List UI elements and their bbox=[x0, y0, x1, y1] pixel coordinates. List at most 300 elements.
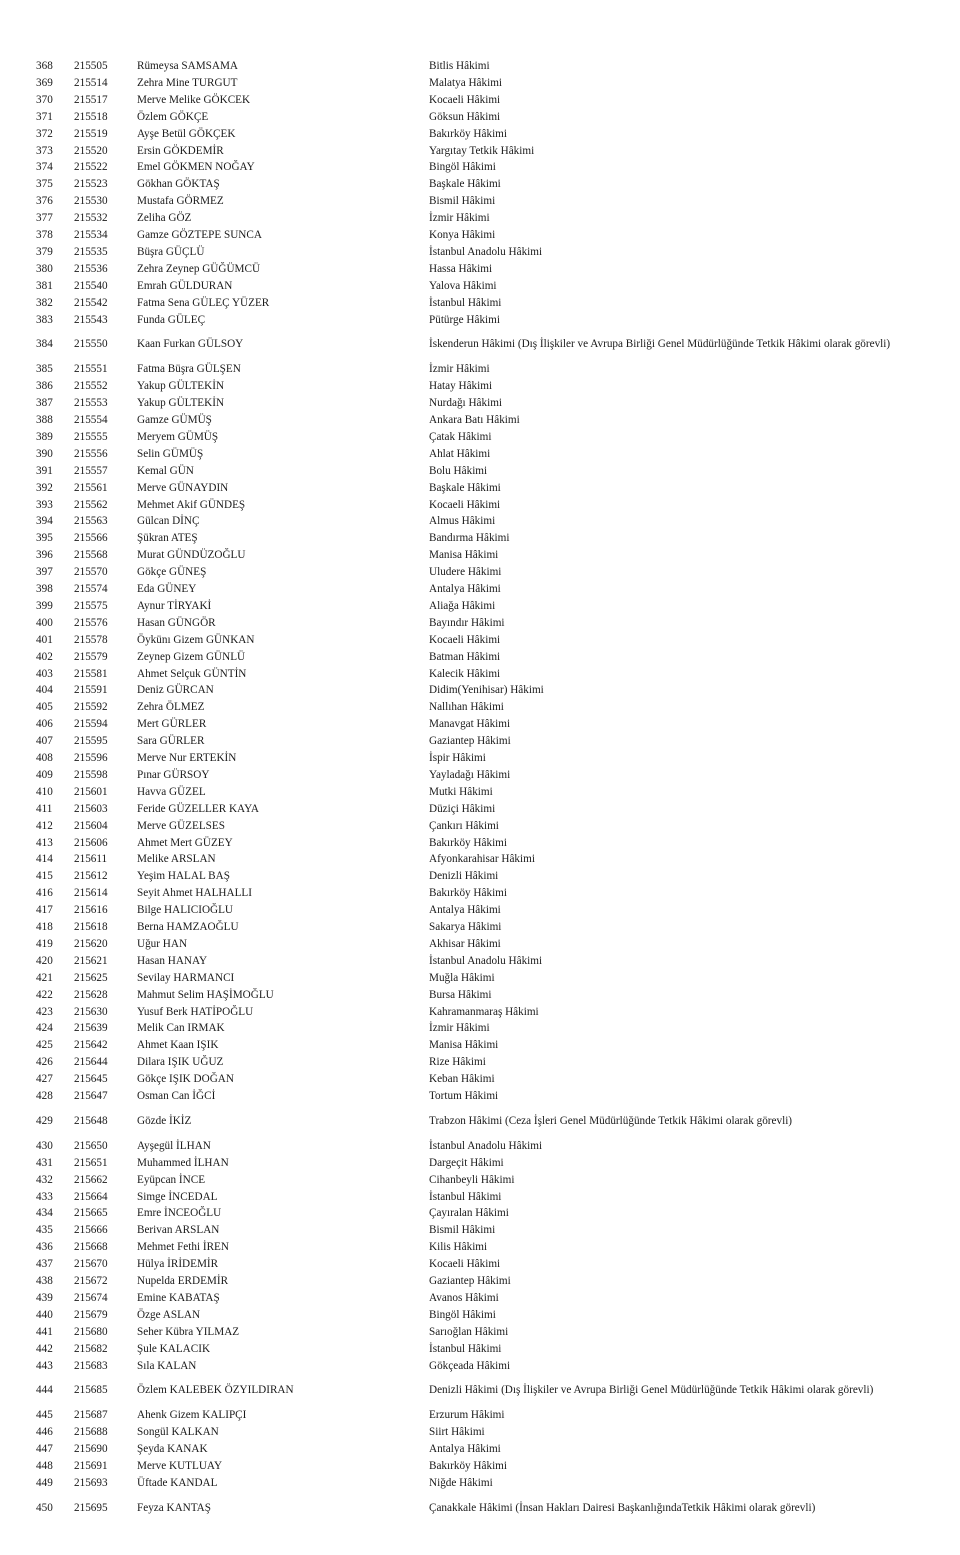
row-number: 390 bbox=[36, 447, 53, 460]
appointment-location: Ankara Batı Hâkimi bbox=[429, 414, 520, 426]
judge-name: Dilara IŞIK UĞUZ bbox=[137, 1056, 224, 1069]
registry-number: 215668 bbox=[74, 1241, 108, 1254]
registry-number: 215505 bbox=[74, 60, 108, 72]
list-item bbox=[0, 1290, 960, 1307]
registry-number: 215553 bbox=[74, 397, 108, 410]
appointment-location: Manisa Hâkimi bbox=[429, 1039, 499, 1052]
registry-number: 215563 bbox=[74, 515, 108, 528]
appointment-location: Batman Hâkimi bbox=[429, 650, 501, 663]
judge-name: Kemal GÜN bbox=[137, 464, 194, 477]
registry-number: 215592 bbox=[74, 701, 108, 714]
row-number: 396 bbox=[36, 549, 53, 562]
appointment-location: Nallıhan Hâkimi bbox=[429, 701, 504, 714]
list-item bbox=[0, 378, 960, 395]
appointment-location: Ahlat Hâkimi bbox=[429, 447, 491, 460]
appointment-location: Konya Hâkimi bbox=[429, 229, 496, 241]
list-item bbox=[0, 716, 960, 733]
list-item bbox=[0, 1458, 960, 1475]
registry-number: 215581 bbox=[74, 667, 108, 680]
list-item bbox=[0, 261, 960, 278]
row-number: 406 bbox=[36, 718, 53, 731]
row-number: 442 bbox=[36, 1342, 53, 1355]
appointment-location: Antalya Hâkimi bbox=[429, 1443, 501, 1456]
judge-name: Feride GÜZELLER KAYA bbox=[137, 802, 260, 815]
appointment-location: Kalecik Hâkimi bbox=[429, 667, 501, 680]
row-number: 408 bbox=[36, 752, 53, 764]
judge-name: Uğur HAN bbox=[137, 937, 188, 950]
list-item bbox=[0, 278, 960, 295]
list-item bbox=[0, 1382, 960, 1399]
row-number: 378 bbox=[36, 229, 53, 241]
registry-number: 215596 bbox=[74, 752, 108, 764]
row-number: 402 bbox=[36, 650, 53, 663]
judge-name: Ahenk Gizem KALIPÇI bbox=[137, 1409, 247, 1422]
judge-name: Gamze GÖZTEPE SUNCA bbox=[137, 229, 262, 241]
list-item bbox=[0, 750, 960, 767]
registry-number: 215682 bbox=[74, 1342, 108, 1355]
row-number: 416 bbox=[36, 887, 53, 900]
judge-name: Mahmut Selim HAŞİMOĞLU bbox=[137, 988, 274, 1001]
row-number: 427 bbox=[36, 1073, 53, 1086]
registry-number: 215578 bbox=[74, 633, 108, 646]
list-item bbox=[0, 1341, 960, 1358]
judge-name: Gülcan DİNÇ bbox=[137, 515, 200, 528]
registry-number: 215534 bbox=[74, 229, 108, 241]
judge-name: Öykünı Gizem GÜNKAN bbox=[137, 633, 255, 646]
registry-number: 215618 bbox=[74, 921, 108, 933]
row-number: 446 bbox=[36, 1426, 53, 1439]
row-number: 399 bbox=[36, 599, 53, 612]
judge-name: Rümeysa SAMSAMA bbox=[137, 60, 239, 72]
judge-name: Şule KALACIK bbox=[137, 1342, 211, 1355]
judge-name: Hasan HANAY bbox=[137, 954, 208, 967]
judge-name: Zeliha GÖZ bbox=[137, 212, 192, 225]
appointment-location: İstanbul Anadolu Hâkimi bbox=[429, 1139, 543, 1152]
registry-number: 215625 bbox=[74, 971, 108, 984]
appointment-location: Bitlis Hâkimi bbox=[429, 60, 490, 72]
judge-name: Seyit Ahmet HALHALLI bbox=[137, 887, 252, 900]
judge-name: Eda GÜNEY bbox=[137, 583, 197, 595]
appointment-location: Kahramanmaraş Hâkimi bbox=[429, 1005, 539, 1018]
judge-name: Şeyda KANAK bbox=[137, 1443, 208, 1456]
row-number: 415 bbox=[36, 870, 53, 883]
row-number: 401 bbox=[36, 633, 53, 646]
registry-number: 215535 bbox=[74, 245, 108, 258]
registry-number: 215612 bbox=[74, 870, 108, 883]
registry-number: 215523 bbox=[74, 178, 108, 191]
judge-name: Merve GÜZELSES bbox=[137, 819, 225, 832]
registry-number: 215621 bbox=[74, 954, 108, 967]
row-number: 386 bbox=[36, 380, 53, 393]
registry-number: 215556 bbox=[74, 447, 108, 460]
appointment-location: Yayladağı Hâkimi bbox=[429, 768, 511, 781]
registry-number: 215595 bbox=[74, 735, 108, 748]
appointment-location: Bakırköy Hâkimi bbox=[429, 1460, 507, 1472]
judge-name: Ahmet Mert GÜZEY bbox=[137, 836, 233, 849]
row-number: 420 bbox=[36, 954, 53, 967]
registry-number: 215616 bbox=[74, 904, 108, 917]
list-item bbox=[0, 1004, 960, 1021]
judge-name: Kaan Furkan GÜLSOY bbox=[137, 338, 244, 351]
list-item bbox=[0, 598, 960, 615]
list-item bbox=[0, 885, 960, 902]
registry-number: 215552 bbox=[74, 380, 108, 393]
judge-name: Emrah GÜLDURAN bbox=[137, 279, 233, 292]
judge-name: Berna HAMZAOĞLU bbox=[137, 921, 239, 933]
registry-number: 215566 bbox=[74, 532, 108, 545]
registry-number: 215639 bbox=[74, 1022, 108, 1035]
registry-number: 215674 bbox=[74, 1291, 108, 1304]
row-number: 397 bbox=[36, 566, 53, 579]
registry-number: 215557 bbox=[74, 464, 108, 477]
appointment-location: Dargeçit Hâkimi bbox=[429, 1156, 504, 1169]
judge-name: Fatma Büşra GÜLŞEN bbox=[137, 363, 241, 376]
appointment-location: Sakarya Hâkimi bbox=[429, 921, 502, 933]
list-item bbox=[0, 632, 960, 649]
list-item bbox=[0, 193, 960, 210]
appointment-location: İstanbul Anadolu Hâkimi bbox=[429, 245, 543, 258]
registry-number: 215693 bbox=[74, 1476, 108, 1489]
list-item bbox=[0, 143, 960, 160]
list-item bbox=[0, 429, 960, 446]
row-number: 407 bbox=[36, 735, 53, 748]
appointment-location: Tortum Hâkimi bbox=[429, 1090, 499, 1102]
appointment-location: Gökçeada Hâkimi bbox=[429, 1359, 511, 1372]
registry-number: 215603 bbox=[74, 802, 108, 815]
list-item bbox=[0, 312, 960, 329]
appointment-location: Pütürge Hâkimi bbox=[429, 313, 500, 326]
registry-number: 215611 bbox=[74, 853, 108, 866]
appointment-location: Bismil Hâkimi bbox=[429, 195, 496, 208]
judge-name: Ahmet Selçuk GÜNTİN bbox=[137, 667, 247, 680]
registry-number: 215517 bbox=[74, 93, 108, 106]
list-item bbox=[0, 1020, 960, 1037]
row-number: 403 bbox=[36, 667, 53, 680]
row-number: 418 bbox=[36, 921, 53, 933]
list-item bbox=[0, 227, 960, 244]
appointment-location: Gaziantep Hâkimi bbox=[429, 735, 511, 748]
row-number: 435 bbox=[36, 1224, 53, 1237]
judge-name: Sıla KALAN bbox=[137, 1359, 197, 1372]
judge-name: Emel GÖKMEN NOĞAY bbox=[137, 161, 255, 174]
list-item bbox=[0, 902, 960, 919]
row-number: 381 bbox=[36, 279, 53, 292]
appointment-location: Bolu Hâkimi bbox=[429, 464, 488, 477]
row-number: 400 bbox=[36, 616, 53, 629]
registry-number: 215630 bbox=[74, 1005, 108, 1018]
judge-name: Merve Melike GÖKCEK bbox=[137, 93, 251, 106]
judge-name: Aynur TİRYAKİ bbox=[137, 599, 212, 612]
judge-name: Zeynep Gizem GÜNLÜ bbox=[137, 650, 246, 663]
judge-name: Fatma Sena GÜLEÇ YÜZER bbox=[137, 296, 270, 309]
judge-name: Havva GÜZEL bbox=[137, 785, 206, 798]
row-number: 440 bbox=[36, 1308, 53, 1321]
judge-name: Sara GÜRLER bbox=[137, 735, 205, 748]
appointment-location: Antalya Hâkimi bbox=[429, 904, 501, 917]
judge-name: Selin GÜMÜŞ bbox=[137, 447, 204, 460]
judge-name: Emine KABATAŞ bbox=[137, 1291, 220, 1304]
appointment-location: Malatya Hâkimi bbox=[429, 76, 503, 89]
appointment-location: Başkale Hâkimi bbox=[429, 178, 501, 191]
list-item bbox=[0, 953, 960, 970]
registry-number: 215561 bbox=[74, 481, 108, 494]
appointment-location: Bandırma Hâkimi bbox=[429, 532, 510, 545]
appointment-location: Kocaeli Hâkimi bbox=[429, 633, 501, 646]
row-number: 443 bbox=[36, 1359, 53, 1372]
list-item bbox=[0, 801, 960, 818]
appointment-location: Mutki Hâkimi bbox=[429, 785, 493, 798]
row-number: 432 bbox=[36, 1173, 53, 1186]
row-number: 393 bbox=[36, 498, 53, 511]
list-item bbox=[0, 58, 960, 75]
row-number: 404 bbox=[36, 684, 53, 697]
list-item bbox=[0, 1054, 960, 1071]
appointment-location: Didim(Yenihisar) Hâkimi bbox=[429, 684, 544, 697]
judge-name: Şükran ATEŞ bbox=[137, 532, 198, 545]
list-item bbox=[0, 784, 960, 801]
row-number: 434 bbox=[36, 1207, 53, 1220]
judge-name: Büşra GÜÇLÜ bbox=[137, 245, 205, 258]
row-number: 413 bbox=[36, 836, 53, 849]
row-number: 412 bbox=[36, 819, 53, 832]
row-number: 444 bbox=[36, 1384, 53, 1397]
row-number: 411 bbox=[36, 802, 53, 815]
judge-name: Özlem GÖKÇE bbox=[137, 110, 209, 123]
registry-number: 215574 bbox=[74, 583, 108, 595]
judge-name: Berivan ARSLAN bbox=[137, 1224, 220, 1237]
registry-number: 215679 bbox=[74, 1308, 108, 1321]
appointment-location: Uludere Hâkimi bbox=[429, 566, 502, 579]
registry-number: 215666 bbox=[74, 1224, 108, 1237]
appointment-location: İzmir Hâkimi bbox=[429, 1022, 490, 1035]
row-number: 423 bbox=[36, 1005, 53, 1018]
registry-number: 215604 bbox=[74, 819, 108, 832]
row-number: 449 bbox=[36, 1476, 53, 1489]
row-number: 382 bbox=[36, 296, 53, 309]
list-item bbox=[0, 1424, 960, 1441]
list-item bbox=[0, 970, 960, 987]
appointment-location: Rize Hâkimi bbox=[429, 1056, 486, 1069]
registry-number: 215550 bbox=[74, 338, 108, 351]
list-item bbox=[0, 446, 960, 463]
judge-name: Seher Kübra YILMAZ bbox=[137, 1325, 240, 1338]
judge-name: Özge ASLAN bbox=[137, 1308, 201, 1321]
registry-number: 215690 bbox=[74, 1443, 108, 1456]
row-number: 394 bbox=[36, 515, 53, 528]
judge-name: Emre İNCEOĞLU bbox=[137, 1207, 222, 1220]
list-item bbox=[0, 336, 960, 353]
row-number: 369 bbox=[36, 76, 53, 89]
list-item bbox=[0, 295, 960, 312]
judge-name: Hülya İRİDEMİR bbox=[137, 1258, 219, 1271]
registry-number: 215542 bbox=[74, 296, 108, 309]
judge-name: Pınar GÜRSOY bbox=[137, 768, 210, 781]
registry-number: 215532 bbox=[74, 212, 108, 225]
registry-number: 215562 bbox=[74, 498, 108, 511]
list-item bbox=[0, 868, 960, 885]
appointment-location: Akhisar Hâkimi bbox=[429, 937, 501, 950]
registry-number: 215688 bbox=[74, 1426, 108, 1439]
list-item bbox=[0, 412, 960, 429]
appointment-location: İskenderun Hâkimi (Dış İlişkiler ve Avrupa Birliği Genel Müdürlüğünde Tetkik Hâkimi olarak görevli) bbox=[429, 338, 891, 351]
list-item bbox=[0, 126, 960, 143]
list-item bbox=[0, 75, 960, 92]
registry-number: 215687 bbox=[74, 1409, 108, 1422]
list-item bbox=[0, 666, 960, 683]
list-item bbox=[0, 159, 960, 176]
appointment-location: Keban Hâkimi bbox=[429, 1073, 495, 1086]
list-item bbox=[0, 497, 960, 514]
list-item bbox=[0, 1037, 960, 1054]
row-number: 372 bbox=[36, 127, 53, 140]
appointment-location: Hatay Hâkimi bbox=[429, 380, 493, 393]
row-number: 389 bbox=[36, 430, 53, 443]
appointment-location: Bakırköy Hâkimi bbox=[429, 836, 507, 849]
judge-name: Gözde İKİZ bbox=[137, 1114, 192, 1127]
appointment-location: Bursa Hâkimi bbox=[429, 988, 492, 1001]
row-number: 398 bbox=[36, 583, 53, 595]
judge-name: Zehra Zeynep GÜĞÜMCÜ bbox=[137, 262, 261, 275]
list-item bbox=[0, 767, 960, 784]
appointment-location: Manavgat Hâkimi bbox=[429, 718, 511, 731]
list-item bbox=[0, 513, 960, 530]
judge-name: Songül KALKAN bbox=[137, 1426, 219, 1439]
judge-name: Yakup GÜLTEKİN bbox=[137, 380, 225, 393]
list-item bbox=[0, 1172, 960, 1189]
judge-name: Üftade KANDAL bbox=[137, 1476, 218, 1489]
list-item bbox=[0, 1441, 960, 1458]
registry-number: 215601 bbox=[74, 785, 108, 798]
list-item bbox=[0, 1256, 960, 1273]
appointment-location: Bakırköy Hâkimi bbox=[429, 887, 507, 900]
appointment-location: Başkale Hâkimi bbox=[429, 481, 501, 494]
list-item bbox=[0, 649, 960, 666]
row-number: 370 bbox=[36, 93, 53, 106]
row-number: 392 bbox=[36, 481, 53, 494]
registry-number: 215670 bbox=[74, 1258, 108, 1271]
appointment-location: Cihanbeyli Hâkimi bbox=[429, 1173, 515, 1186]
appointment-location: Gaziantep Hâkimi bbox=[429, 1275, 511, 1287]
row-number: 387 bbox=[36, 397, 53, 410]
appointment-location: Yalova Hâkimi bbox=[429, 279, 497, 292]
list-item bbox=[0, 1239, 960, 1256]
list-item bbox=[0, 1324, 960, 1341]
registry-number: 215672 bbox=[74, 1275, 108, 1287]
appointment-location: İspir Hâkimi bbox=[429, 752, 486, 764]
judge-name: Melike ARSLAN bbox=[137, 853, 216, 866]
appointment-location: Antalya Hâkimi bbox=[429, 583, 501, 595]
judge-name: Simge İNCEDAL bbox=[137, 1190, 218, 1203]
list-item bbox=[0, 1138, 960, 1155]
judge-name: Yeşim HALAL BAŞ bbox=[137, 870, 230, 883]
judge-name: Gökçe IŞIK DOĞAN bbox=[137, 1073, 234, 1086]
judge-name: Meryem GÜMÜŞ bbox=[137, 430, 219, 443]
list-item bbox=[0, 835, 960, 852]
appointment-location: Bayındır Hâkimi bbox=[429, 616, 505, 629]
judge-name: Gökçe GÜNEŞ bbox=[137, 566, 207, 579]
judge-name: Sevilay HARMANCI bbox=[137, 971, 235, 984]
registry-number: 215651 bbox=[74, 1156, 108, 1169]
list-item bbox=[0, 615, 960, 632]
registry-number: 215606 bbox=[74, 836, 108, 849]
list-item bbox=[0, 530, 960, 547]
appointment-location: Muğla Hâkimi bbox=[429, 971, 495, 984]
registry-number: 215645 bbox=[74, 1073, 108, 1086]
judge-name: Ersin GÖKDEMİR bbox=[137, 144, 224, 157]
appointment-location: Kocaeli Hâkimi bbox=[429, 498, 501, 511]
list-item bbox=[0, 480, 960, 497]
list-item bbox=[0, 395, 960, 412]
row-number: 409 bbox=[36, 768, 53, 781]
appointment-location: Kocaeli Hâkimi bbox=[429, 1258, 501, 1271]
appointment-location: Kilis Hâkimi bbox=[429, 1241, 488, 1254]
judge-name: Ayşegül İLHAN bbox=[137, 1139, 211, 1152]
registry-number: 215570 bbox=[74, 566, 108, 579]
list-item bbox=[0, 564, 960, 581]
judge-name: Gamze GÜMÜŞ bbox=[137, 414, 212, 426]
appointment-location: İzmir Hâkimi bbox=[429, 363, 490, 376]
list-item bbox=[0, 547, 960, 564]
list-item bbox=[0, 818, 960, 835]
row-number: 447 bbox=[36, 1443, 53, 1456]
registry-number: 215540 bbox=[74, 279, 108, 292]
appointment-location: Çankırı Hâkimi bbox=[429, 819, 499, 832]
appointment-location: Çatak Hâkimi bbox=[429, 430, 492, 443]
list-item bbox=[0, 176, 960, 193]
registry-number: 215683 bbox=[74, 1359, 108, 1372]
row-number: 425 bbox=[36, 1039, 53, 1052]
appointment-location: Bingöl Hâkimi bbox=[429, 1308, 496, 1321]
row-number: 383 bbox=[36, 313, 53, 326]
registry-number: 215579 bbox=[74, 650, 108, 663]
judge-name: Yakup GÜLTEKİN bbox=[137, 397, 225, 410]
registry-number: 215642 bbox=[74, 1039, 108, 1052]
appointment-location: Göksun Hâkimi bbox=[429, 110, 501, 123]
row-number: 430 bbox=[36, 1139, 53, 1152]
appointment-location: Erzurum Hâkimi bbox=[429, 1409, 505, 1422]
row-number: 436 bbox=[36, 1241, 53, 1254]
list-item bbox=[0, 733, 960, 750]
row-number: 445 bbox=[36, 1409, 53, 1422]
list-item bbox=[0, 1088, 960, 1105]
row-number: 441 bbox=[36, 1325, 53, 1338]
judge-name: Eyüpcan İNCE bbox=[137, 1173, 206, 1186]
row-number: 384 bbox=[36, 338, 53, 351]
row-number: 395 bbox=[36, 532, 53, 545]
judge-name: Ahmet Kaan IŞIK bbox=[137, 1039, 219, 1052]
registry-number: 215530 bbox=[74, 195, 108, 208]
appointment-location: Çayıralan Hâkimi bbox=[429, 1207, 509, 1220]
judge-name: Funda GÜLEÇ bbox=[137, 313, 206, 326]
list-item bbox=[0, 92, 960, 109]
judge-name: Bilge HALICIOĞLU bbox=[137, 904, 234, 917]
registry-number: 215514 bbox=[74, 76, 108, 89]
row-number: 433 bbox=[36, 1190, 53, 1203]
appointment-location: Niğde Hâkimi bbox=[429, 1476, 493, 1489]
registry-number: 215554 bbox=[74, 414, 108, 426]
judge-name: Merve KUTLUAY bbox=[137, 1460, 223, 1472]
judge-name: Yusuf Berk HATİPOĞLU bbox=[137, 1005, 254, 1018]
row-number: 417 bbox=[36, 904, 53, 917]
judge-name: Özlem KALEBEK ÖZYILDIRAN bbox=[137, 1384, 294, 1397]
row-number: 431 bbox=[36, 1156, 53, 1169]
appointment-location: Almus Hâkimi bbox=[429, 515, 496, 528]
judge-name: Hasan GÜNGÖR bbox=[137, 616, 216, 629]
registry-number: 215650 bbox=[74, 1139, 108, 1152]
registry-number: 215551 bbox=[74, 363, 108, 376]
list-item bbox=[0, 1475, 960, 1492]
row-number: 424 bbox=[36, 1022, 53, 1035]
